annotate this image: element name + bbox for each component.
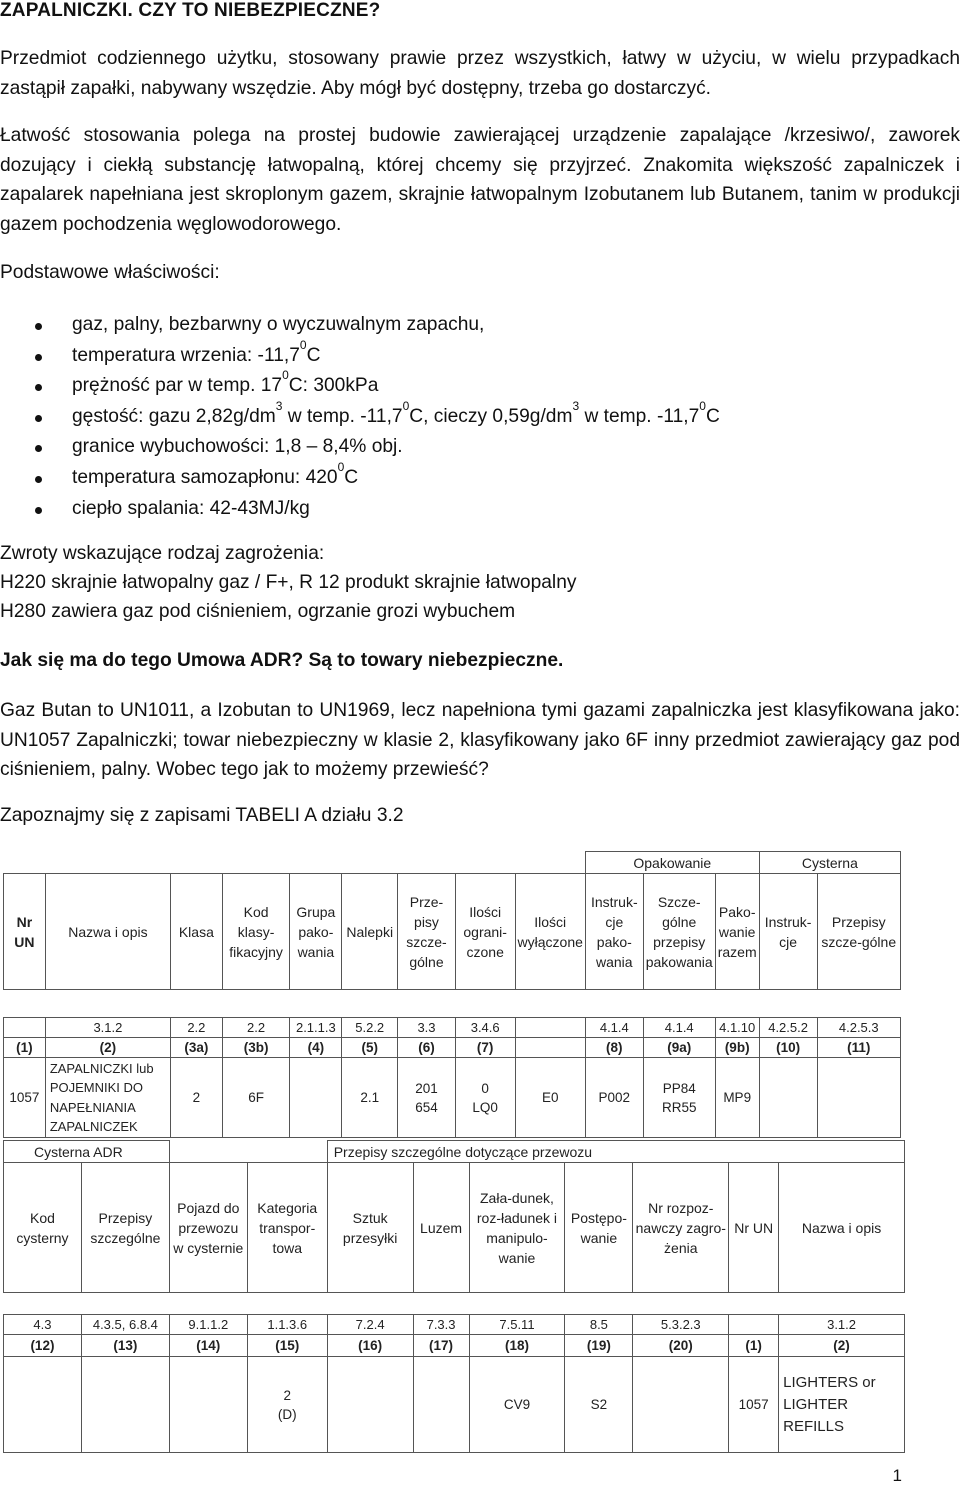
tank-provisions [817, 1058, 900, 1138]
un-number: 1057 [4, 1058, 46, 1138]
column-number: (14) [169, 1335, 247, 1357]
bullet-icon [35, 384, 42, 391]
page-number: 1 [892, 1466, 902, 1485]
section-ref: 7.2.4 [327, 1315, 413, 1335]
bullet-icon [35, 476, 42, 483]
excepted-quantities: E0 [515, 1058, 585, 1138]
column-number: (1) [4, 1038, 46, 1058]
section-ref: 4.1.10 [715, 1018, 759, 1038]
list-item: ciepło spalania: 42-43MJ/kg [0, 494, 960, 525]
section-ref: 3.1.2 [779, 1315, 905, 1335]
column-number: (1) [729, 1335, 779, 1357]
section-ref: 4.1.4 [585, 1018, 643, 1038]
tanks-group-header: Cysterna [759, 852, 900, 874]
section-ref: 3.1.2 [45, 1018, 170, 1038]
list-item: granice wybuchowości: 1,8 – 8,4% obj. [0, 432, 960, 463]
classification-paragraph: Gaz Butan to UN1011, a Izobutan to UN1969, lecz napełniona tymi gazami zapalniczka jest klasyfikowana jako: UN1057 Zapalniczki; towar niebezpieczny w klasie 2, klasyfikowany jako 6F inny przedmiot zawierający gaz pod ciśnieniem, palny. Wobec tego jak to możemy przewieść? [0, 700, 960, 780]
special-packing-provisions: PP84 RR55 [643, 1058, 715, 1138]
mixed-packing: MP9 [715, 1058, 759, 1138]
construction-paragraph: Łatwość stosowania polega na prostej budowie zawierającej urządzenie zapalające /krzesiwo/, zaworek dozujący i ciekłą substancję łatwopalną, której chcemy się przyjrzeć. Znakomita większość zapalniczek i zapalarek napełniana jest skroplonym gazem, skrajnie łatwopalnym Izobutanem lub Butanem, tanim w produkcji gazem pochodzenia węglowodorowego. [0, 125, 960, 235]
list-item: temperatura samozapłonu: $420^0C$ [0, 463, 960, 494]
labels-value: 2.1 [342, 1058, 398, 1138]
section-ref: 8.5 [565, 1315, 633, 1335]
table-header: Prze-pisy szcze-gólne [398, 874, 456, 990]
adr-question: Jak się ma do tego Umowa ADR? Są to towary niebezpieczne. [0, 650, 564, 671]
column-number: (9a) [643, 1038, 715, 1058]
table-header: Zała-dunek, roz-ładunek i manipulo-wanie [469, 1163, 565, 1293]
special-provisions: 201 654 [398, 1058, 456, 1138]
table-header: Kod klasy-fikacyjny [222, 874, 290, 990]
list-item: gaz, palny, bezbarwny o wyczuwalnym zapachu, [0, 310, 960, 341]
section-ref: 2.1.1.3 [290, 1018, 342, 1038]
column-number: (4) [290, 1038, 342, 1058]
column-number: (18) [469, 1335, 565, 1357]
column-number [515, 1038, 585, 1058]
table-header: Instruk-cje pako-wania [585, 874, 643, 990]
substance-name: ZAPALNICZKI lub POJEMNIKI DO NAPEŁNIANIA ZAPALNICZEK [45, 1058, 170, 1138]
column-number: (7) [455, 1038, 515, 1058]
page-title: ZAPALNICZKI. CZY TO NIEBEZPIECZNE? [0, 0, 381, 21]
section-ref: 4.2.5.3 [817, 1018, 900, 1038]
section-ref [4, 1018, 46, 1038]
column-number: (12) [4, 1335, 82, 1357]
hazard-statement-h280: H280 zawiera gaz pod ciśnieniem, ogrzanie grozi wybuchem [0, 601, 516, 622]
bullet-icon [35, 415, 42, 422]
table-header: Grupa pako-wania [290, 874, 342, 990]
column-number: (13) [81, 1335, 169, 1357]
operation-provision: S2 [565, 1357, 633, 1453]
list-item: gęstość: gazu $2,82g/dm^3$ w temp. -11,7$^0$C, cieczy $0,59g/dm^3$ w temp. -11,7$^0$C [0, 402, 960, 433]
column-number: (2) [45, 1038, 170, 1058]
section-ref: 7.3.3 [413, 1315, 469, 1335]
table-header: Sztuk przesyłki [327, 1163, 413, 1293]
column-number: (8) [585, 1038, 643, 1058]
bullet-icon [35, 354, 42, 361]
column-number: (20) [633, 1335, 729, 1357]
classification-code: 6F [222, 1058, 290, 1138]
bullet-icon [35, 507, 42, 514]
table-header: Nazwa i opis [45, 874, 170, 990]
table-header: Nr UN [4, 874, 46, 990]
packaging-group-header: Opakowanie [585, 852, 759, 874]
table-intro: Zapoznajmy się z zapisami TABELI A działu 3.2 [0, 805, 404, 826]
table-header: Instruk-cje [759, 874, 817, 990]
section-ref: 2.2 [171, 1018, 223, 1038]
table-row [4, 1357, 905, 1453]
column-number: (3a) [171, 1038, 223, 1058]
table-header: Ilości wyłączone [515, 874, 585, 990]
limited-quantities: 0 LQ0 [455, 1058, 515, 1138]
bullet-icon [35, 323, 42, 330]
column-number: (6) [398, 1038, 456, 1058]
section-ref: 9.1.1.2 [169, 1315, 247, 1335]
table-a-part2 [3, 1140, 905, 1453]
bullet-icon [35, 445, 42, 452]
section-ref: 4.3 [4, 1315, 82, 1335]
properties-heading: Podstawowe właściwości: [0, 262, 220, 283]
section-ref [515, 1018, 585, 1038]
un-number: 1057 [729, 1357, 779, 1453]
list-item: temperatura wrzenia: -11,7$^0$C [0, 341, 960, 372]
class-value: 2 [171, 1058, 223, 1138]
table-header: Postępo-wanie [565, 1163, 633, 1293]
table-row [4, 1058, 901, 1138]
column-number: (19) [565, 1335, 633, 1357]
properties-list [0, 310, 960, 524]
table-header: Ilości ograni-czone [455, 874, 515, 990]
column-number: (2) [779, 1335, 905, 1357]
table-header: Szcze-gólne przepisy pakowania [643, 874, 715, 990]
section-ref: 4.1.4 [643, 1018, 715, 1038]
section-ref: 2.2 [222, 1018, 290, 1038]
column-number: (16) [327, 1335, 413, 1357]
intro-paragraph: Przedmiot codziennego użytku, stosowany prawie przez wszystkich, łatwy w użyciu, w wielu przypadkach zastąpił zapałki, nabywany wszędzie. Aby mógł być dostępny, trzeba go dostarczyć. [0, 48, 960, 99]
table-header: Przepisy szczególne [81, 1163, 169, 1293]
section-ref: 4.2.5.2 [759, 1018, 817, 1038]
section-ref: 3.4.6 [455, 1018, 515, 1038]
table-header: Luzem [413, 1163, 469, 1293]
table-header: Klasa [171, 874, 223, 990]
table-header: Nr rozpoz-nawczy zagro-żenia [633, 1163, 729, 1293]
section-ref: 7.5.11 [469, 1315, 565, 1335]
substance-name: LIGHTERS or LIGHTER REFILLS [779, 1357, 905, 1453]
section-ref: 5.3.2.3 [633, 1315, 729, 1335]
table-header: Kategoria transpor-towa [247, 1163, 327, 1293]
hazard-statement-h220: H220 skrajnie łatwopalny gaz / F+, R 12 produkt skrajnie łatwopalny [0, 572, 577, 593]
packing-instructions: P002 [585, 1058, 643, 1138]
column-number: (9b) [715, 1038, 759, 1058]
table-header: Pako-wanie razem [715, 874, 759, 990]
loading-provision: CV9 [469, 1357, 565, 1453]
table-a-part1 [3, 851, 901, 1138]
table-header: Nalepki [342, 874, 398, 990]
tank-instructions [759, 1058, 817, 1138]
table-header: Nr UN [729, 1163, 779, 1293]
section-ref: 5.2.2 [342, 1018, 398, 1038]
column-number: (17) [413, 1335, 469, 1357]
adr-tank-group-header: Cysterna ADR [4, 1141, 170, 1163]
packing-group [290, 1058, 342, 1138]
column-number: (11) [817, 1038, 900, 1058]
column-number: (5) [342, 1038, 398, 1058]
section-ref [729, 1315, 779, 1335]
list-item: prężność par w temp. $17^0C$: 300kPa [0, 371, 960, 402]
transport-category: 2 (D) [247, 1357, 327, 1453]
section-ref: 1.1.3.6 [247, 1315, 327, 1335]
hazard-heading: Zwroty wskazujące rodzaj zagrożenia: [0, 543, 325, 564]
column-number: (3b) [222, 1038, 290, 1058]
transport-provisions-group-header: Przepisy szczególne dotyczące przewozu [327, 1141, 904, 1163]
table-header: Przepisy szcze-gólne [817, 874, 900, 990]
table-header: Pojazd do przewozu w cysternie [169, 1163, 247, 1293]
section-ref: 3.3 [398, 1018, 456, 1038]
section-ref: 4.3.5, 6.8.4 [81, 1315, 169, 1335]
column-number: (15) [247, 1335, 327, 1357]
column-number: (10) [759, 1038, 817, 1058]
table-header: Nazwa i opis [779, 1163, 905, 1293]
table-header: Kod cysterny [4, 1163, 82, 1293]
